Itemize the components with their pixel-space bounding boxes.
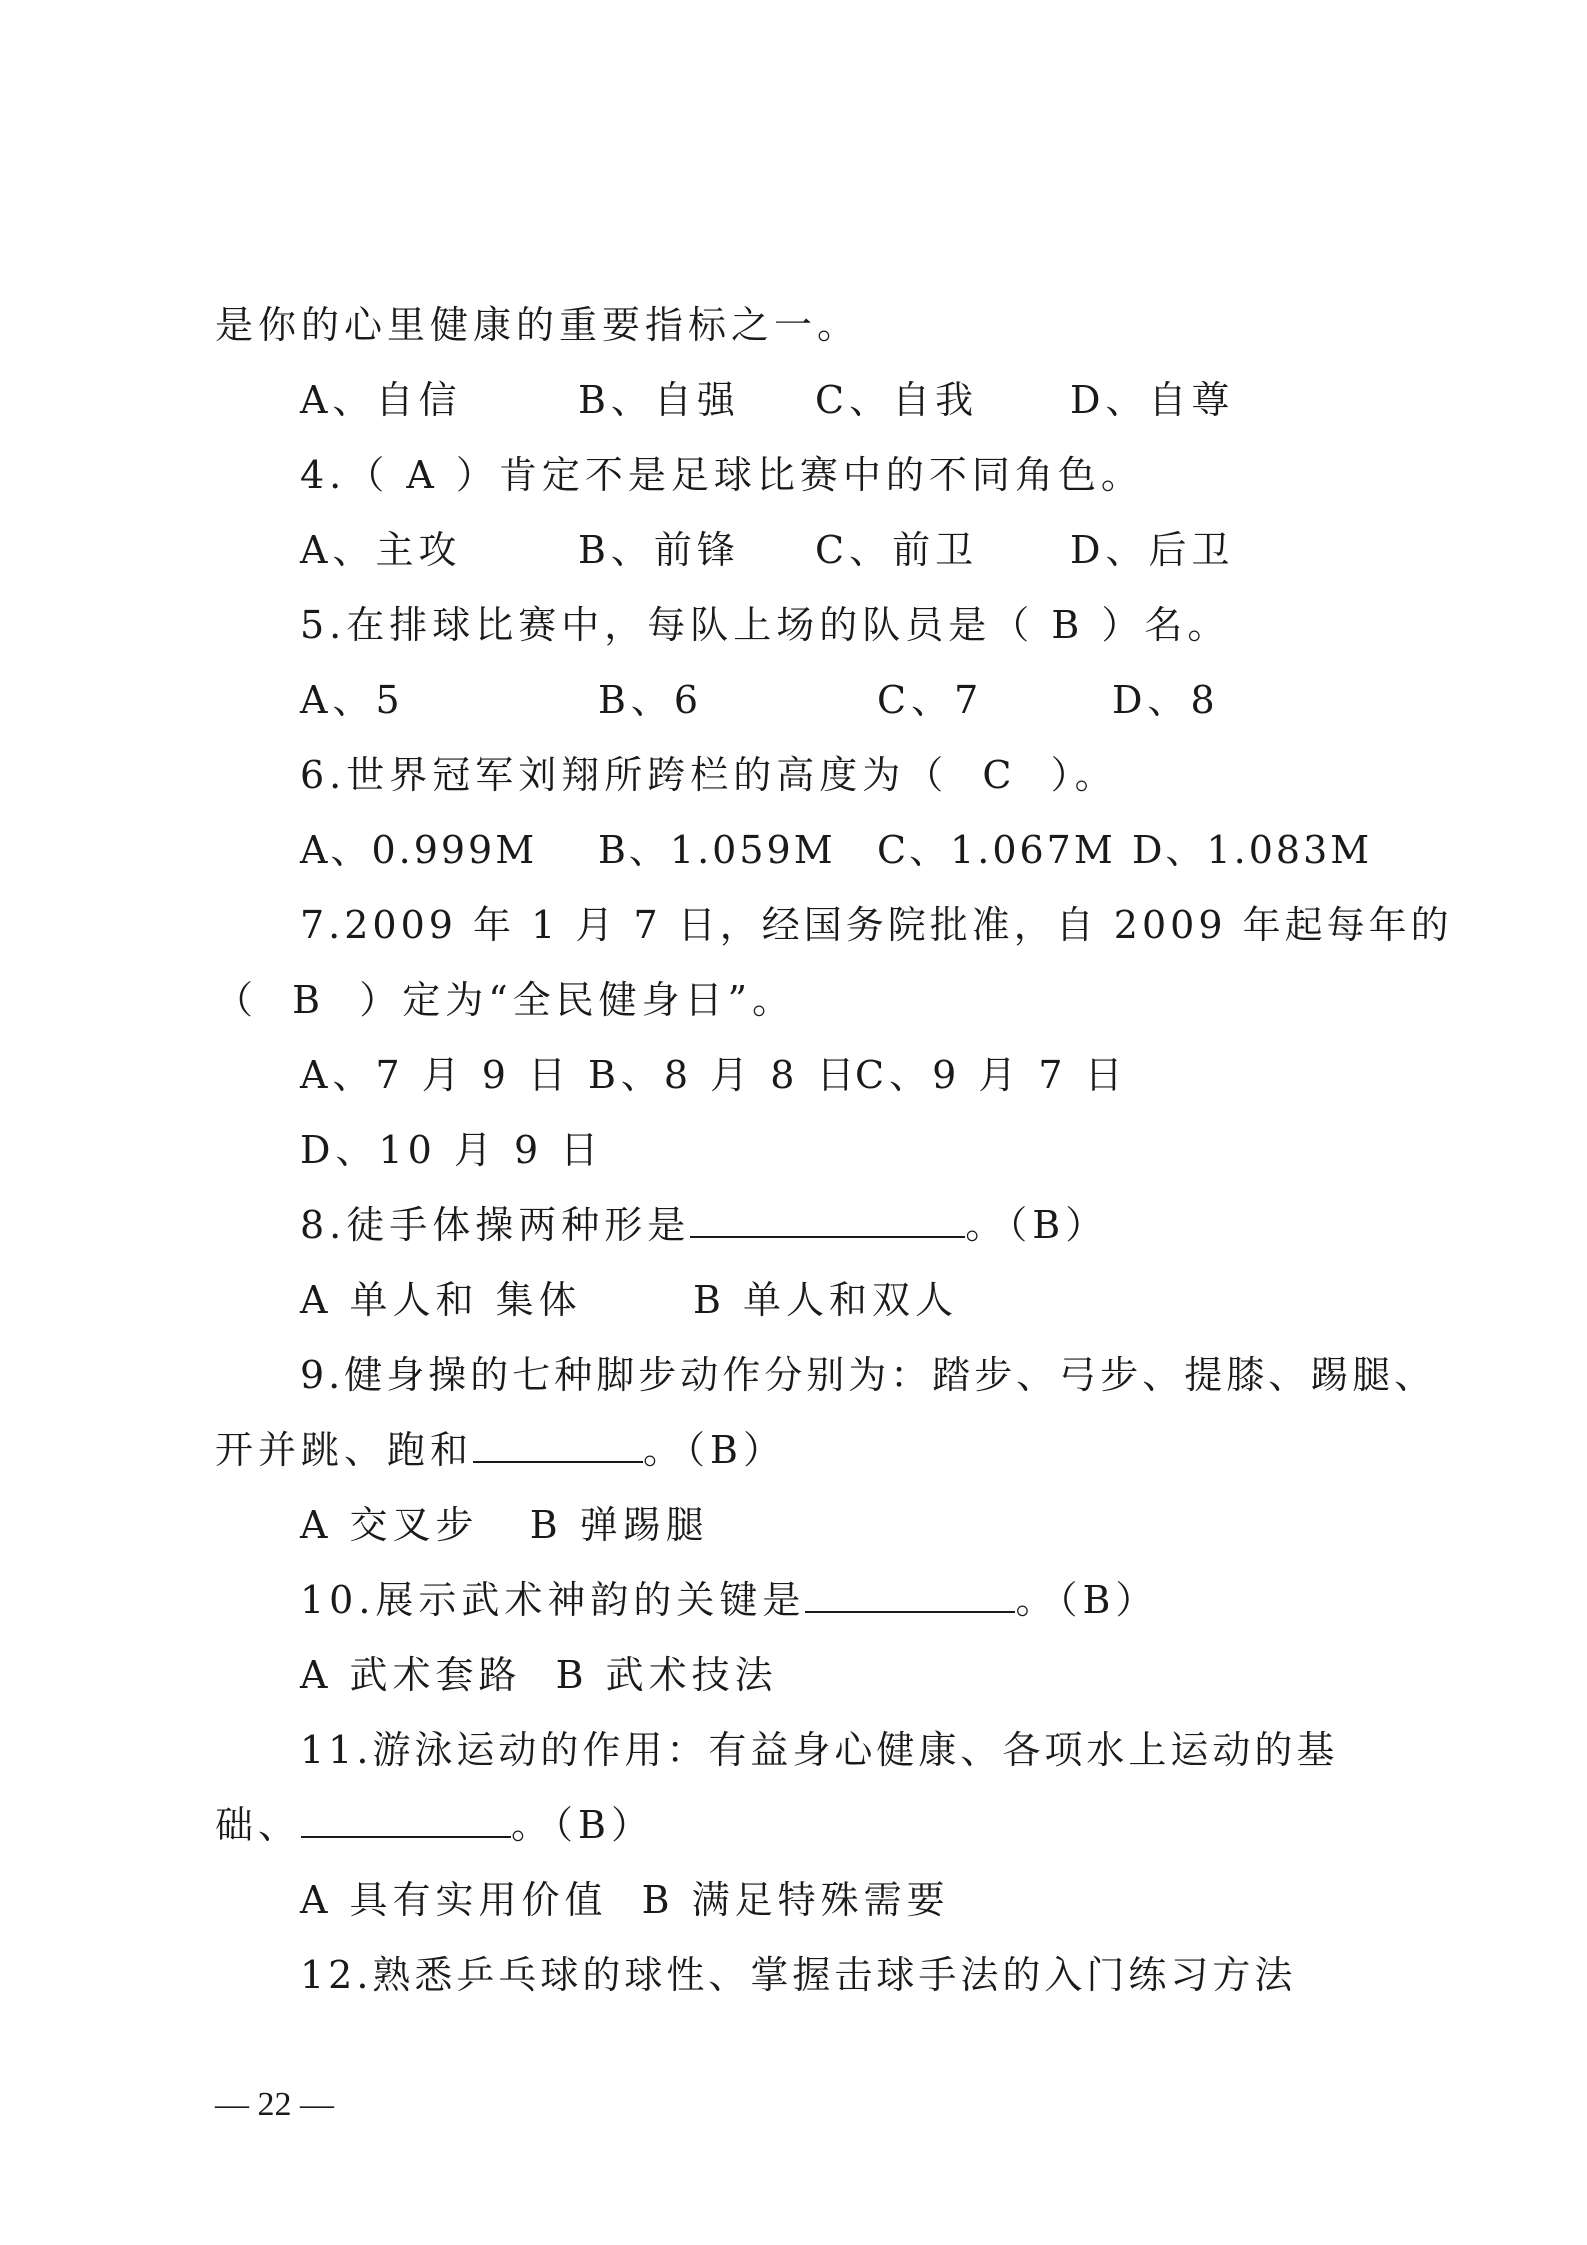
question-text: 10.展示武术神韵的关键是 — [300, 1578, 806, 1622]
option-b: B、6 — [598, 678, 704, 722]
option-row — [0, 825, 1373, 875]
question-7-line-2: （ B ）定为“全民健身日”。 — [215, 978, 796, 1022]
option-b: B、1.059M — [598, 828, 836, 872]
options: A 交叉步 B 弹踢腿 — [300, 1503, 709, 1547]
answer-blank — [690, 1200, 965, 1238]
option-a: A、7 月 9 日 — [300, 1053, 572, 1097]
option-d: D、自尊 — [1070, 378, 1235, 422]
question-9-line-2 — [215, 1425, 786, 1475]
option-b: B、前锋 — [578, 528, 740, 572]
option-b: B 单人和双人 — [693, 1278, 959, 1322]
option-d: D、后卫 — [1070, 528, 1235, 572]
option-c: C、9 月 7 日 — [855, 1053, 1128, 1097]
question-text: 开并跳、跑和 — [215, 1428, 474, 1472]
answer-blank — [301, 1800, 511, 1838]
page-number: — 22 — — [215, 2086, 334, 2123]
options: A 武术套路 B 武术技法 — [300, 1653, 778, 1697]
option-a: A、自信 — [300, 378, 462, 422]
option-a: A 单人和 集体 — [300, 1278, 582, 1322]
question-8 — [300, 1200, 1108, 1250]
options: A 具有实用价值 B 满足特殊需要 — [300, 1878, 950, 1922]
question-7-line-1: 7.2009 年 1 月 7 日，经国务院批准，自 2009 年起每年的 — [300, 903, 1453, 947]
question-9-line-1: 9.健身操的七种脚步动作分别为：踏步、弓步、提膝、踢腿、 — [300, 1353, 1437, 1397]
question-12: 12.熟悉乒乓球的球性、掌握击球手法的入门练习方法 — [300, 1953, 1297, 1997]
question-4: 4.（ A ）肯定不是足球比赛中的不同角色。 — [300, 453, 1144, 497]
option-c: C、前卫 — [815, 528, 979, 572]
question-10 — [300, 1575, 1158, 1625]
option-b: B、8 月 8 日 — [588, 1053, 860, 1097]
option-d: D、1.083M — [1132, 828, 1373, 872]
question-suffix: 。（B） — [643, 1428, 786, 1472]
option-row — [0, 1050, 1128, 1100]
option-a: A、0.999M — [300, 828, 538, 872]
question-text: 础、 — [215, 1803, 302, 1847]
question-suffix: 。（B） — [1015, 1578, 1159, 1622]
question-text: 8.徒手体操两种形是 — [300, 1203, 691, 1247]
option-d: D、10 月 9 日 — [300, 1128, 604, 1172]
option-row — [0, 375, 1235, 425]
question-11-line-1: 11.游泳运动的作用：有益身心健康、各项水上运动的基 — [300, 1728, 1339, 1772]
option-a: A、主攻 — [300, 528, 462, 572]
answer-blank — [473, 1425, 643, 1463]
question-5: 5.在排球比赛中，每队上场的队员是（ B ）名。 — [300, 603, 1231, 647]
option-a: A、5 — [300, 678, 405, 722]
option-b: B、自强 — [578, 378, 740, 422]
question-11-line-2 — [215, 1800, 654, 1850]
text-line: 是你的心里健康的重要指标之一。 — [215, 303, 861, 347]
option-c: C、7 — [877, 678, 984, 722]
answer-blank — [805, 1575, 1015, 1613]
question-6: 6.世界冠军刘翔所跨栏的高度为（ C ）。 — [300, 753, 1118, 797]
option-row — [0, 525, 1235, 575]
question-suffix: 。（B） — [965, 1203, 1109, 1247]
option-row — [0, 675, 1220, 725]
option-c: C、1.067M — [877, 828, 1116, 872]
question-suffix: 。（B） — [511, 1803, 654, 1847]
option-row — [0, 1275, 959, 1325]
option-d: D、8 — [1112, 678, 1220, 722]
option-c: C、自我 — [815, 378, 979, 422]
